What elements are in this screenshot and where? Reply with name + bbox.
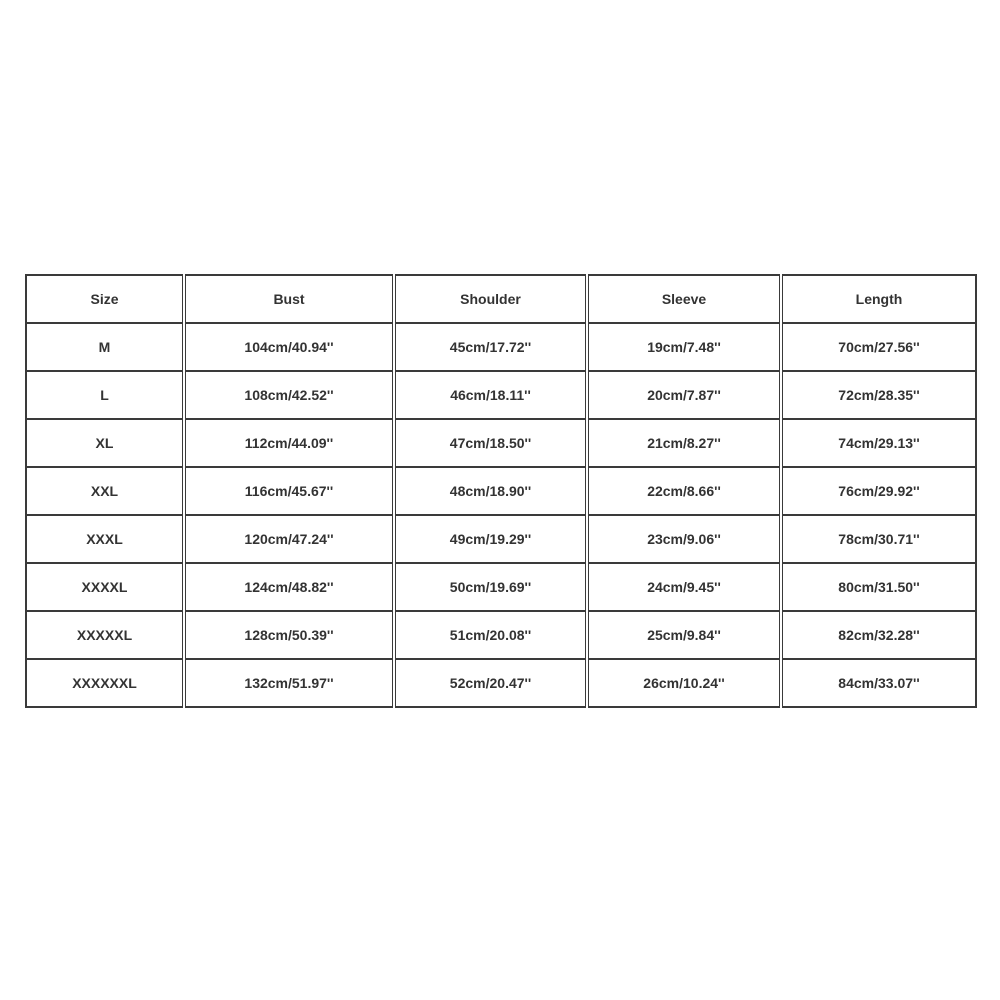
cell-bust: 104cm/40.94'' [184, 323, 394, 371]
cell-shoulder: 50cm/19.69'' [394, 563, 587, 611]
table-row [26, 611, 976, 659]
table-row [26, 419, 976, 467]
cell-bust: 132cm/51.97'' [184, 659, 394, 707]
header-shoulder: Shoulder [394, 275, 587, 323]
cell-bust: 108cm/42.52'' [184, 371, 394, 419]
header-bust: Bust [184, 275, 394, 323]
header-size: Size [26, 275, 184, 323]
cell-length: 80cm/31.50'' [781, 563, 976, 611]
table-row [26, 515, 976, 563]
cell-shoulder: 46cm/18.11'' [394, 371, 587, 419]
table-row [26, 659, 976, 707]
cell-size: XXL [26, 467, 184, 515]
size-chart-header [26, 275, 976, 323]
cell-shoulder: 47cm/18.50'' [394, 419, 587, 467]
cell-sleeve: 23cm/9.06'' [587, 515, 781, 563]
cell-sleeve: 24cm/9.45'' [587, 563, 781, 611]
cell-sleeve: 22cm/8.66'' [587, 467, 781, 515]
cell-sleeve: 20cm/7.87'' [587, 371, 781, 419]
cell-size: XXXXXXL [26, 659, 184, 707]
cell-bust: 120cm/47.24'' [184, 515, 394, 563]
cell-size: XXXL [26, 515, 184, 563]
cell-shoulder: 52cm/20.47'' [394, 659, 587, 707]
table-row [26, 467, 976, 515]
size-chart-table [25, 274, 977, 708]
cell-length: 82cm/32.28'' [781, 611, 976, 659]
cell-length: 70cm/27.56'' [781, 323, 976, 371]
cell-sleeve: 26cm/10.24'' [587, 659, 781, 707]
cell-sleeve: 25cm/9.84'' [587, 611, 781, 659]
cell-size: M [26, 323, 184, 371]
header-sleeve: Sleeve [587, 275, 781, 323]
cell-bust: 112cm/44.09'' [184, 419, 394, 467]
cell-length: 78cm/30.71'' [781, 515, 976, 563]
cell-length: 72cm/28.35'' [781, 371, 976, 419]
table-row [26, 371, 976, 419]
cell-size: XXXXL [26, 563, 184, 611]
cell-size: L [26, 371, 184, 419]
cell-size: XL [26, 419, 184, 467]
cell-length: 84cm/33.07'' [781, 659, 976, 707]
cell-bust: 116cm/45.67'' [184, 467, 394, 515]
size-chart-body [26, 323, 976, 707]
table-row [26, 323, 976, 371]
cell-shoulder: 51cm/20.08'' [394, 611, 587, 659]
cell-bust: 128cm/50.39'' [184, 611, 394, 659]
cell-sleeve: 19cm/7.48'' [587, 323, 781, 371]
cell-size: XXXXXL [26, 611, 184, 659]
header-row [26, 275, 976, 323]
cell-length: 74cm/29.13'' [781, 419, 976, 467]
header-length: Length [781, 275, 976, 323]
table-row [26, 563, 976, 611]
cell-bust: 124cm/48.82'' [184, 563, 394, 611]
cell-shoulder: 48cm/18.90'' [394, 467, 587, 515]
cell-shoulder: 49cm/19.29'' [394, 515, 587, 563]
cell-shoulder: 45cm/17.72'' [394, 323, 587, 371]
cell-sleeve: 21cm/8.27'' [587, 419, 781, 467]
cell-length: 76cm/29.92'' [781, 467, 976, 515]
